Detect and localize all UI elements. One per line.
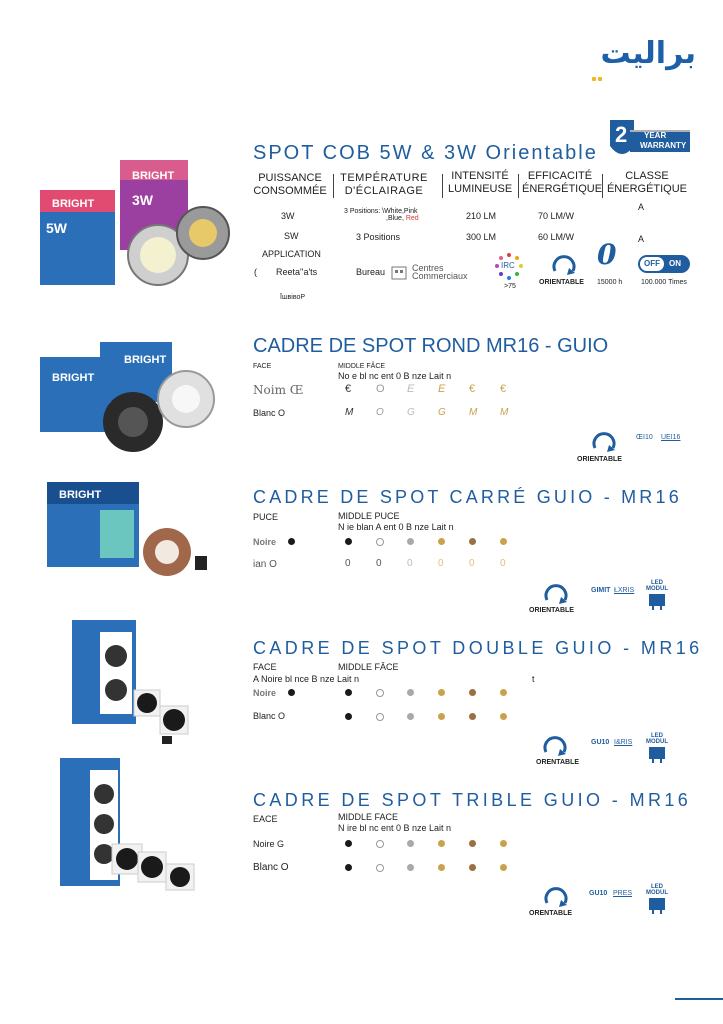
logo-text: براليت [600,36,696,71]
swatch-argent [407,713,414,720]
middle-face-label: MIDDLE FÂCE [338,363,386,370]
socket-code: ŒI10 [636,434,653,441]
row-blanc-label: Blanc O [253,862,289,873]
swatch-bronze [469,538,476,545]
logo-dots [592,68,604,86]
row-noire-label: Noire G [253,839,285,849]
face-label: EACE [253,814,278,824]
header-efficacite: EFFICACITÉ ÉNERGÉTIQUE [522,170,603,195]
divider [602,174,603,198]
row2-temperature: 3 Positions [356,232,401,242]
middle-puce-label: MIDDLE PUCE [338,511,400,521]
toggle-on: ON [669,259,681,268]
warranty-line2: WARRANTY [640,141,687,150]
warranty-number: 2 [615,122,628,147]
swatch-or [438,689,445,696]
switch-cycles: 100.000 Times [641,279,687,286]
led-module-icon: LED MODUL [646,580,668,614]
application-retail: Reeta''a'ts [276,267,318,277]
header-puissance: PUISSANCE CONSOMMÉE [253,172,327,197]
header-classe: CLASSE ÉNERGÉTIQUE [606,170,688,195]
row-noire-label: Noire [253,537,277,547]
row1-temperature [344,208,419,222]
toggle-off: OFF [644,259,660,268]
swatch-blanc [376,713,384,721]
swatch-laiton [500,538,507,545]
swatch-bronze [469,840,476,847]
swatch-bronze [469,713,476,720]
row1-class: A [638,202,645,212]
svg-text:BRIGHT: BRIGHT [52,372,95,384]
led-module-icon: LED MODUL [646,884,668,918]
orientable-icon [591,428,617,454]
color-names: N ire bl nc ent 0 B nze Lait n [338,823,452,833]
infinity-zero-icon: 0 [597,238,617,271]
orientable-icon [542,732,568,758]
orientable-label: ORENTABLE [536,759,580,766]
swatch-laiton [500,864,507,871]
puce-label: PUCE [253,512,279,522]
svg-text:BRIGHT: BRIGHT [124,354,167,366]
spot-cob-product-image [38,155,238,295]
svg-text:BRIGHT: BRIGHT [52,198,95,210]
row1-temp-a: 3 Positions: \White,Pink [344,208,418,215]
orientable-label: ORENTABLE [529,910,573,917]
color-names-end: t [532,674,535,684]
spot-carre-product-image [45,480,215,580]
swatch-bronze [469,689,476,696]
swatch-laiton [500,840,507,847]
application-paren: ( [254,267,257,277]
warranty-line1: YEAR [644,131,667,140]
swatch-blanc [376,538,384,546]
swatch-dot [288,538,295,545]
section-title-spot-double: CADRE DE SPOT DOUBLE GUIO - MR16 [253,638,703,658]
middle-face-label: MIDDLE FÂCE [338,662,399,672]
row2-efficacite: 60 LM/W [538,232,575,242]
color-names: A Noire bl nce B nze Lait n [253,674,360,684]
spot-double-product-image [70,618,195,748]
warranty-badge [600,118,692,162]
row2-power: SW [284,231,299,241]
row1-temp-b: ,Blue, [386,215,404,222]
swatch-dot [288,689,295,696]
building-icon [390,264,410,280]
socket-code-link[interactable]: PRES [613,890,633,897]
socket-code: GU10 [591,739,610,746]
header-intensite: INTENSITÉ LUMINEUSE [448,170,513,195]
row-blanc-label: Blanc O [253,408,286,418]
spot-rond-product-image [38,337,218,452]
socket-code: GIMIT [591,587,611,594]
lifetime-hours: 15000 h [597,279,623,286]
section-title-spot-rond: CADRE DE SPOT ROND MR16 - GUIO [253,335,609,357]
brand-logo [586,36,696,78]
socket-code-link[interactable]: ŁXRIS [614,587,635,594]
face-label: FACE [253,363,272,370]
row1-efficacite: 70 LM/W [538,211,575,221]
row-noire-label: Noire [253,688,277,698]
swatch-laiton [500,713,507,720]
svg-text:BRIGHT: BRIGHT [59,489,102,501]
swatch-noir [345,689,352,696]
swatch-noir [345,840,352,847]
row-noir-label: Noim Œ [253,383,304,397]
swatch-bronze [469,864,476,871]
swatch-noir [345,864,352,871]
orientable-label: ORIENTABLE [577,456,622,463]
row-blanc-label: ian O [253,559,277,570]
row2-lumens: 300 LM [466,232,497,242]
swatch-noir [345,713,352,720]
color-names: No e bl nc ent 0 B nze Lait n [338,371,452,381]
swatch-laiton [500,689,507,696]
row-blanc-label: Blanc O [253,711,286,721]
orientable-icon [551,251,577,277]
footer-line [675,998,723,1000]
swatch-argent [407,864,414,871]
orientable-label: ORIENTABLE [539,279,584,286]
socket-code: GU10 [589,890,608,897]
orientable-icon [543,580,569,606]
middle-face-label: MIDDLE FACE [338,812,399,822]
divider [518,174,519,198]
orientable-label: ORIENTABLE [529,607,574,614]
orientable-icon [543,883,569,909]
divider [442,174,443,198]
on-off-toggle-icon [638,255,690,273]
face-label: FACE [253,662,277,672]
irc-label: IRC [501,261,515,270]
application-bureau: Bureau [356,267,386,277]
header-temperature: TEMPÉRATURE D'ÉCLAIRAGE [340,172,428,197]
svg-text:5W: 5W [46,220,67,236]
socket-code-link[interactable]: I&RIS [614,739,633,746]
swatch-argent [407,689,414,696]
led-module-icon: LED MODUL [646,733,668,767]
section-title-spot-carre: CADRE DE SPOT CARRÉ GUIO - MR16 [253,487,682,507]
row1-lumens: 210 LM [466,211,497,221]
row2-class: A [638,234,645,244]
irc-value: >75 [504,283,516,290]
spot-triple-product-image [58,756,198,892]
application-label: APPLICATION [262,249,321,259]
swatch-blanc [376,689,384,697]
socket-code-link[interactable]: UEI16 [661,434,681,441]
section-title-spot-cob: SPOT COB 5W & 3W Orientable [253,142,598,164]
section-title-spot-triple: CADRE DE SPOT TRIBLE GUIO - MR16 [253,790,692,810]
swatch-argent [407,538,414,545]
swatch-or [438,538,445,545]
swatch-blanc [376,864,384,872]
row1-power: 3W [281,211,295,221]
svg-text:3W: 3W [132,192,153,208]
application-centres: Centres Commerciaux [412,263,468,281]
row1-temp-red: Red [405,215,419,222]
swatch-or [438,840,445,847]
divider [333,174,334,198]
svg-text:BRIGHT: BRIGHT [132,170,175,182]
swatch-noir [345,538,352,545]
swatch-argent [407,840,414,847]
color-names: N ie blan A ent 0 B nze Lait n [338,522,454,532]
swatch-or [438,713,445,720]
product-code: ĪшвівоР [280,294,306,301]
swatch-or [438,864,445,871]
swatch-blanc [376,840,384,848]
